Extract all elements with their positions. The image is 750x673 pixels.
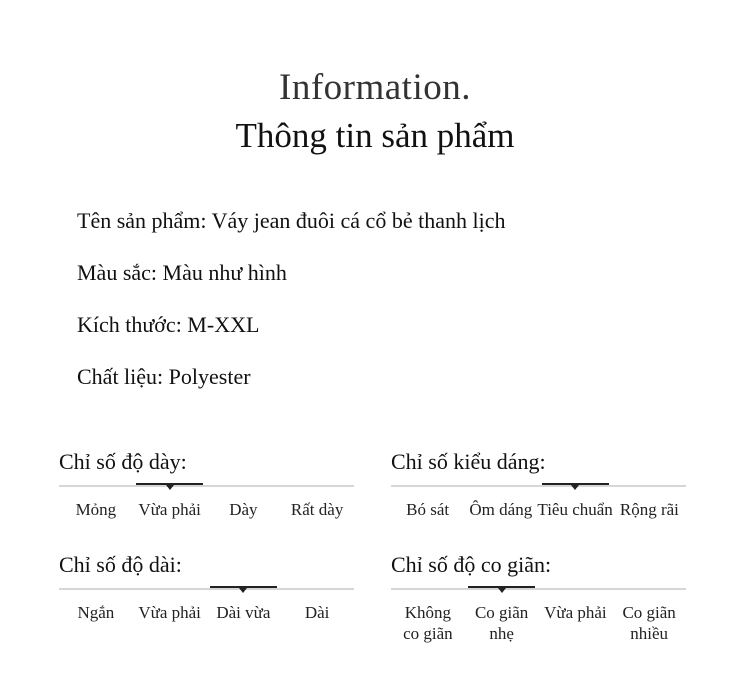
- scale-marker: [542, 483, 608, 485]
- scale-option: Dài vừa: [216, 603, 271, 622]
- spec-color: Màu sắc: Màu như hình: [77, 260, 287, 285]
- scale-option: [391, 602, 465, 644]
- scale-option: [465, 602, 539, 644]
- scale-option: Dài: [304, 603, 330, 622]
- marker-pointer-icon: [166, 485, 174, 490]
- scale-option: Mỏng: [75, 500, 117, 519]
- scale-label: Chỉ số độ dày:: [59, 449, 187, 474]
- scale-option-line: Co giãn: [622, 603, 676, 622]
- scale-option-line: Vừa phải: [544, 603, 607, 622]
- scale-marker: [136, 483, 202, 485]
- scale-option-line: nhiều: [630, 624, 669, 643]
- scale-option: Ôm dáng: [469, 500, 533, 519]
- scale-option-line: co giãn: [403, 624, 453, 643]
- scale-option: Tiêu chuẩn: [537, 500, 613, 519]
- scale-option-line: Co giãn: [474, 603, 529, 622]
- page-title: Thông tin sản phẩm: [235, 116, 515, 155]
- marker-pointer-icon: [571, 485, 579, 490]
- scale-track: [59, 485, 354, 487]
- scale-track: [391, 588, 686, 590]
- scale-options: [59, 499, 354, 520]
- scale-label: Chỉ số độ co giãn:: [391, 552, 552, 577]
- marker-pointer-icon: [239, 588, 247, 593]
- scale-option: Rất dày: [290, 500, 344, 519]
- scale-option: Rộng rãi: [619, 500, 679, 519]
- spec-material: Chất liệu: Polyester: [77, 364, 251, 389]
- scale-option: [612, 602, 686, 644]
- scale-track: [59, 588, 354, 590]
- scale-option: Vừa phải: [138, 500, 201, 519]
- scale-label: Chỉ số kiểu dáng:: [391, 449, 546, 474]
- spec-size: Kích thước: M-XXL: [77, 312, 260, 337]
- scale-option-line: Không: [404, 603, 452, 622]
- scale-options: [59, 602, 354, 623]
- scale-option: Vừa phải: [138, 603, 201, 622]
- scale-label: Chỉ số độ dài:: [59, 552, 182, 577]
- scale-option: Bó sát: [406, 500, 450, 519]
- scale-option-line: nhẹ: [489, 624, 514, 643]
- eyebrow-heading: Information.: [279, 67, 471, 108]
- scale-track: [391, 485, 686, 487]
- scale-options: [391, 602, 686, 644]
- scale-marker: [468, 586, 534, 588]
- spec-name: Tên sản phẩm: Váy jean đuôi cá cổ bẻ thanh lịch: [77, 208, 506, 233]
- scale-option: Ngắn: [77, 603, 115, 622]
- marker-pointer-icon: [498, 588, 506, 593]
- scale-option: [539, 602, 613, 644]
- scale-marker: [210, 586, 276, 588]
- scale-options: [391, 499, 686, 520]
- scale-option: Dày: [229, 500, 258, 519]
